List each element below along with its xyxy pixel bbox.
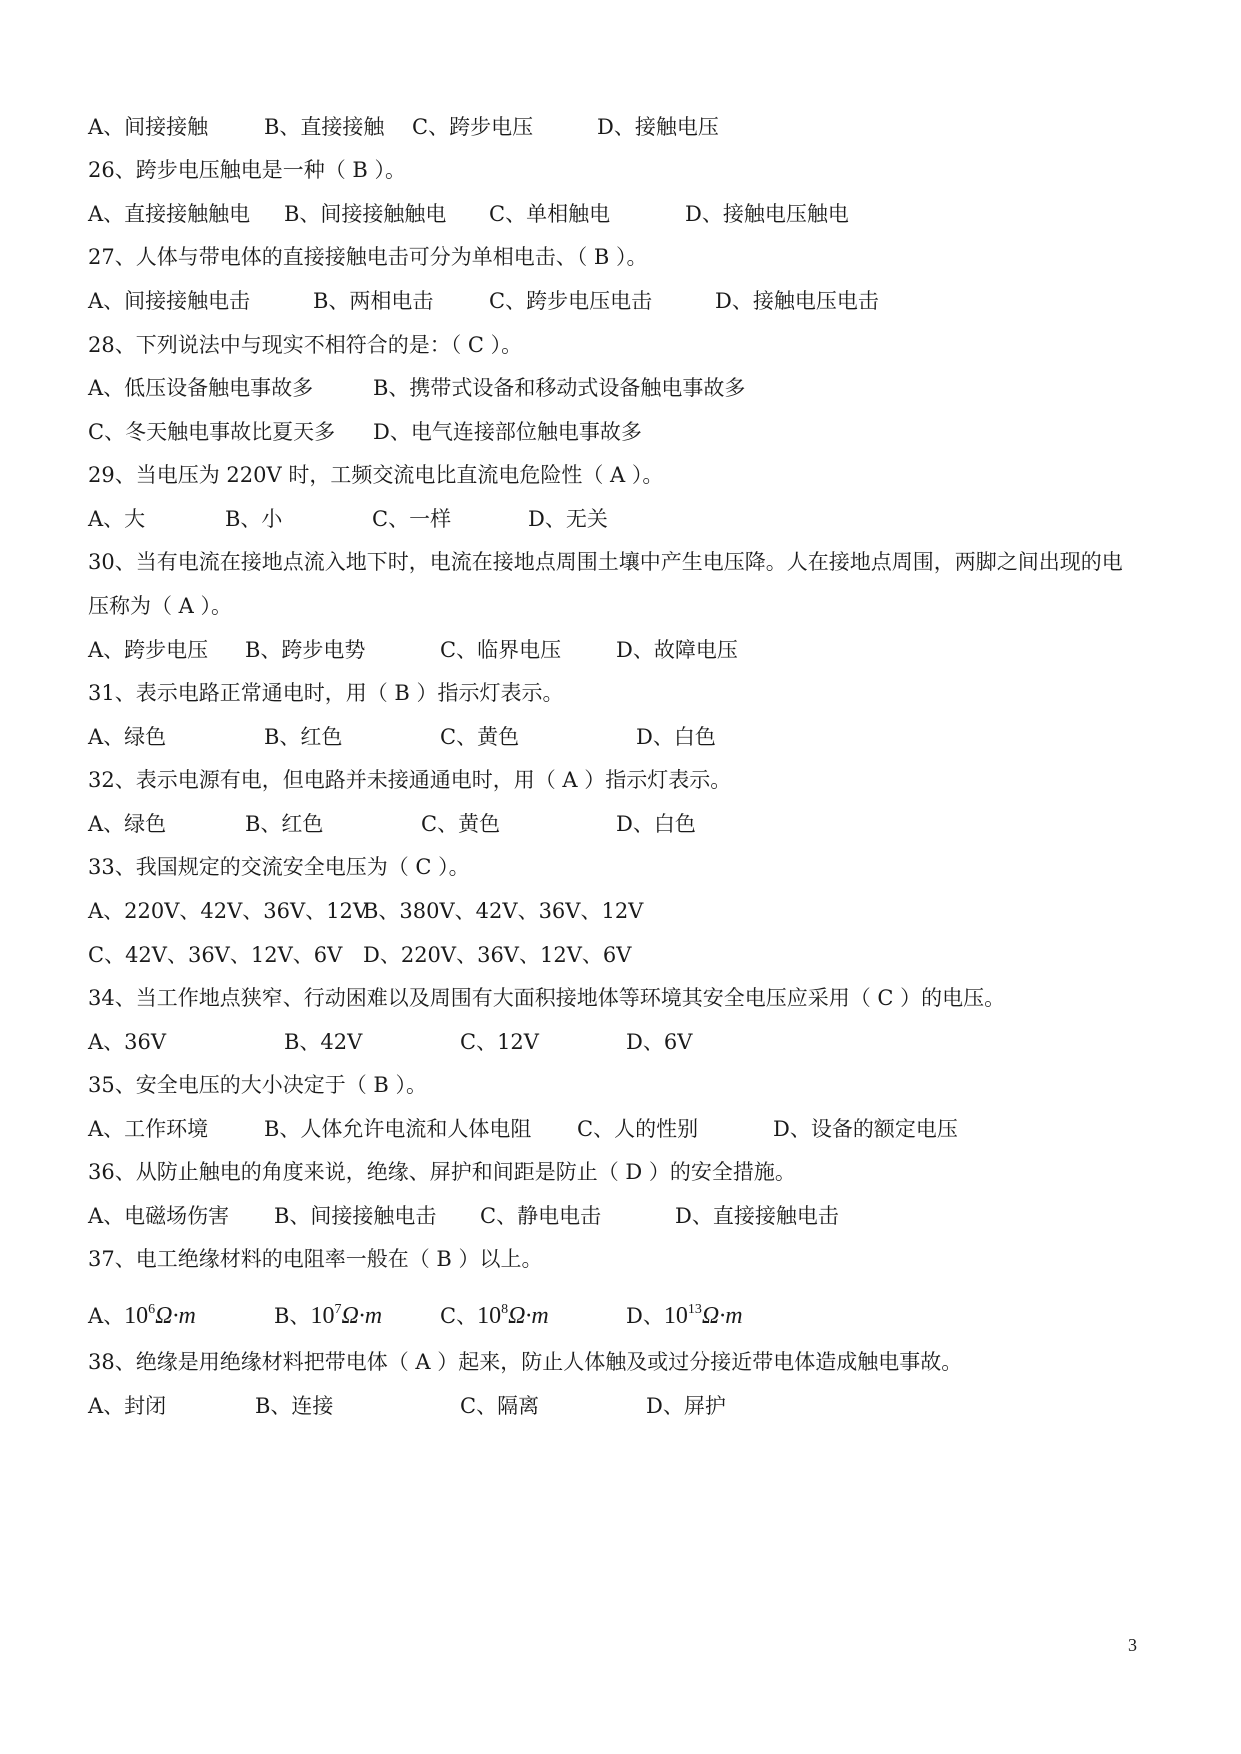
question-line: 37、电工绝缘材料的电阻率一般在（ B ）以上。 bbox=[88, 1247, 543, 1271]
answer-option: D、屏护 bbox=[646, 1394, 726, 1418]
formula-unit: Ω·m bbox=[155, 1303, 196, 1329]
question-line: 29、当电压为 220V 时，工频交流电比直流电危险性（ A ）。 bbox=[88, 463, 664, 487]
answer-option: C、12V bbox=[460, 1030, 539, 1054]
answer-option: B、红色 bbox=[264, 725, 343, 749]
resistivity-formula bbox=[664, 1303, 743, 1329]
answer-option: C、黄色 bbox=[421, 812, 501, 836]
answer-option: C、静电电击 bbox=[480, 1204, 602, 1228]
answer-option: D、故障电压 bbox=[616, 638, 738, 662]
answer-option: B、间接接触触电 bbox=[284, 202, 447, 226]
answer-option: D、6V bbox=[626, 1030, 693, 1054]
answer-option: D、无关 bbox=[528, 507, 608, 531]
answer-option: B、两相电击 bbox=[313, 289, 434, 313]
answer-option: B、直接接触 bbox=[264, 115, 385, 139]
answer-option: A、低压设备触电事故多 bbox=[88, 376, 314, 400]
answer-option: A、36V bbox=[88, 1030, 167, 1054]
option-label: A、 bbox=[88, 1304, 125, 1328]
answer-option: A、工作环境 bbox=[88, 1117, 209, 1141]
formula-base: 10 bbox=[310, 1303, 335, 1329]
answer-option: D、接触电压 bbox=[597, 115, 719, 139]
answer-option: A、大 bbox=[88, 507, 146, 531]
question-line: 压称为（ A ）。 bbox=[88, 594, 233, 618]
answer-option: A、间接接触电击 bbox=[88, 289, 251, 313]
formula-base: 10 bbox=[663, 1303, 688, 1329]
answer-option: C、跨步电压电击 bbox=[489, 289, 653, 313]
answer-option: C、单相触电 bbox=[489, 202, 611, 226]
answer-option bbox=[440, 1294, 549, 1338]
answer-option: D、直接接触电击 bbox=[675, 1204, 839, 1228]
question-line: 27、人体与带电体的直接接触电击可分为单相电击、（ B ）。 bbox=[88, 245, 648, 269]
formula-exponent: 6 bbox=[148, 1302, 156, 1317]
answer-option: B、人体允许电流和人体电阻 bbox=[264, 1117, 532, 1141]
answer-option: C、冬天触电事故比夏天多 bbox=[88, 420, 336, 444]
question-line: 28、下列说法中与现实不相符合的是：（ C ）。 bbox=[88, 333, 523, 357]
question-line: 31、表示电路正常通电时，用（ B ）指示灯表示。 bbox=[88, 681, 564, 705]
answer-option bbox=[626, 1294, 743, 1338]
question-line: 26、跨步电压触电是一种（ B ）。 bbox=[88, 158, 407, 182]
page-number: 3 bbox=[1128, 1635, 1137, 1655]
formula-exponent: 7 bbox=[334, 1302, 342, 1317]
answer-option: C、黄色 bbox=[440, 725, 520, 749]
answer-option: D、电气连接部位触电事故多 bbox=[373, 420, 642, 444]
answer-option: B、跨步电势 bbox=[245, 638, 366, 662]
answer-option: C、人的性别 bbox=[577, 1117, 699, 1141]
answer-option: D、接触电压电击 bbox=[715, 289, 879, 313]
formula-base: 10 bbox=[477, 1303, 502, 1329]
question-line: 33、我国规定的交流安全电压为（ C ）。 bbox=[88, 855, 470, 879]
answer-option: A、跨步电压 bbox=[88, 638, 209, 662]
answer-option: C、隔离 bbox=[460, 1394, 540, 1418]
answer-option: D、220V、36V、12V、6V bbox=[363, 943, 632, 967]
question-line: 30、当有电流在接地点流入地下时，电流在接地点周围土壤中产生电压降。人在接地点周围，两脚之间出现的电 bbox=[88, 550, 1123, 574]
answer-option: D、接触电压触电 bbox=[685, 202, 849, 226]
formula-unit: Ω·m bbox=[508, 1303, 549, 1329]
formula-base: 10 bbox=[124, 1303, 149, 1329]
answer-option: A、电磁场伤害 bbox=[88, 1204, 230, 1228]
answer-option: C、跨步电压 bbox=[412, 115, 534, 139]
answer-option: B、小 bbox=[225, 507, 283, 531]
answer-option: B、红色 bbox=[245, 812, 324, 836]
formula-exponent: 13 bbox=[687, 1302, 702, 1317]
formula-exponent: 8 bbox=[501, 1302, 509, 1317]
answer-option: C、一样 bbox=[372, 507, 452, 531]
answer-option: B、42V bbox=[284, 1030, 363, 1054]
answer-option: D、白色 bbox=[616, 812, 696, 836]
answer-option: A、直接接触触电 bbox=[88, 202, 251, 226]
answer-option: A、间接接触 bbox=[88, 115, 209, 139]
answer-option: C、临界电压 bbox=[440, 638, 562, 662]
answer-option: A、220V、42V、36V、12V bbox=[88, 899, 369, 923]
option-label: D、 bbox=[626, 1304, 664, 1328]
question-line: 32、表示电源有电，但电路并未接通通电时，用（ A ）指示灯表示。 bbox=[88, 768, 732, 792]
answer-option: B、间接接触电击 bbox=[274, 1204, 437, 1228]
question-line: 34、当工作地点狭窄、行动困难以及周围有大面积接地体等环境其安全电压应采用（ C ）的电压。 bbox=[88, 986, 1006, 1010]
resistivity-formula bbox=[124, 1303, 196, 1329]
option-label: C、 bbox=[440, 1304, 478, 1328]
resistivity-formula bbox=[310, 1303, 382, 1329]
formula-unit: Ω·m bbox=[341, 1303, 383, 1329]
answer-option bbox=[274, 1294, 382, 1338]
option-label: B、 bbox=[274, 1304, 311, 1328]
answer-option: B、携带式设备和移动式设备触电事故多 bbox=[373, 376, 746, 400]
answer-option: A、封闭 bbox=[88, 1394, 167, 1418]
answer-option: C、42V、36V、12V、6V bbox=[88, 943, 343, 967]
answer-option: B、连接 bbox=[255, 1394, 334, 1418]
question-line: 36、从防止触电的角度来说，绝缘、屏护和间距是防止（ D ）的安全措施。 bbox=[88, 1160, 796, 1184]
resistivity-formula bbox=[477, 1303, 549, 1329]
answer-option bbox=[88, 1294, 196, 1338]
answer-option: B、380V、42V、36V、12V bbox=[363, 899, 644, 923]
answer-option: A、绿色 bbox=[88, 812, 167, 836]
answer-option: D、设备的额定电压 bbox=[773, 1117, 958, 1141]
question-line: 35、安全电压的大小决定于（ B ）。 bbox=[88, 1073, 428, 1097]
answer-option: A、绿色 bbox=[88, 725, 167, 749]
answer-option: D、白色 bbox=[636, 725, 716, 749]
question-line: 38、绝缘是用绝缘材料把带电体（ A ）起来，防止人体触及或过分接近带电体造成触电事故。 bbox=[88, 1350, 963, 1374]
formula-unit: Ω·m bbox=[701, 1303, 743, 1329]
